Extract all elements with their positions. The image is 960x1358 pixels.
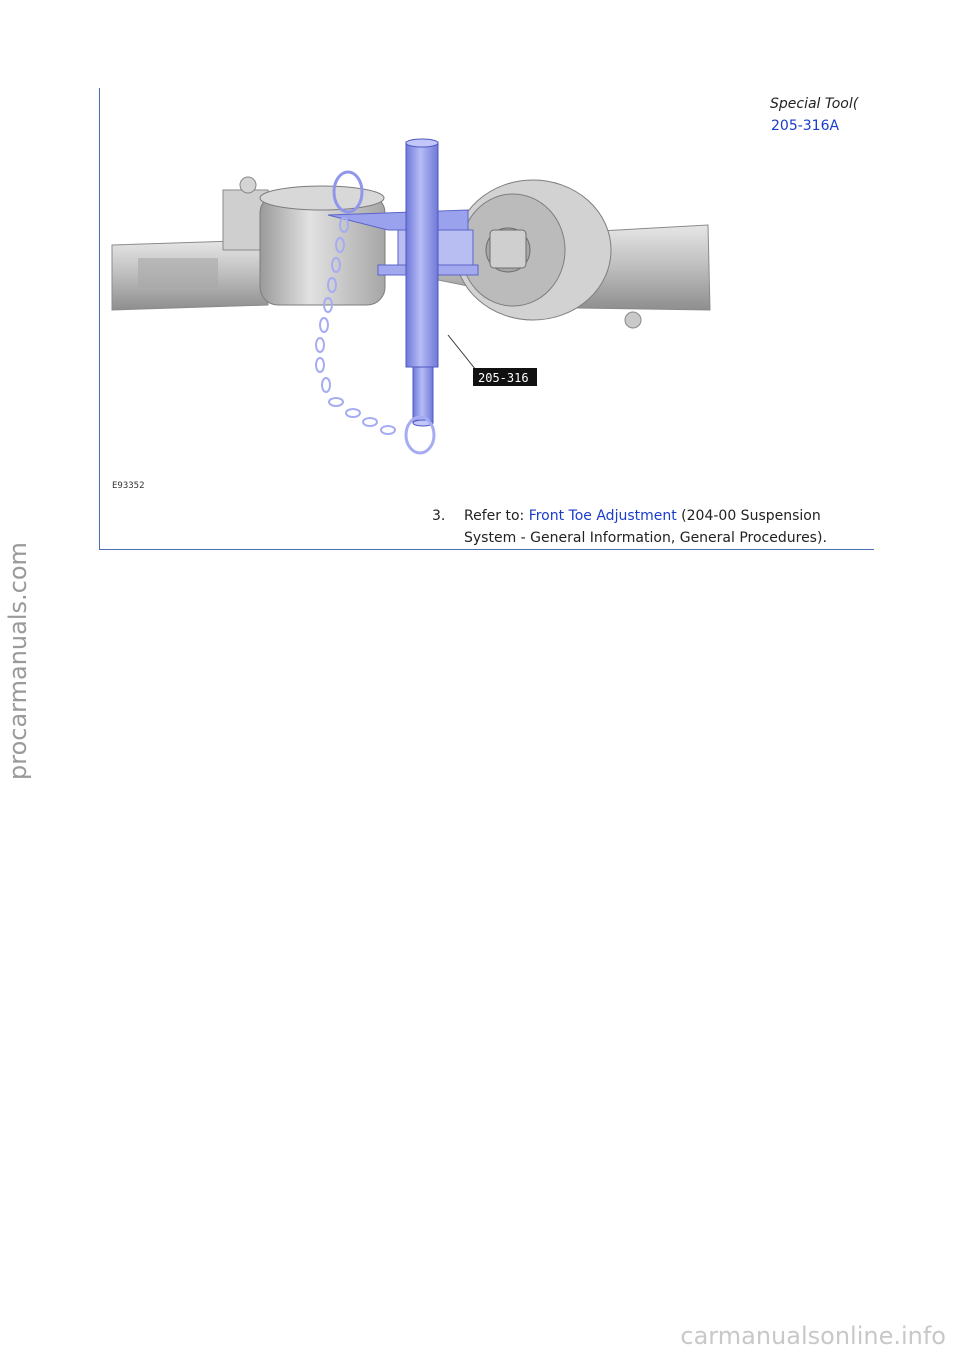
frame-bottom-border xyxy=(99,549,874,550)
bottom-watermark: carmanualsonline.info xyxy=(680,1322,946,1350)
suspension-tool-illustration xyxy=(108,130,718,500)
figure-image-id: E93352 xyxy=(112,481,145,491)
tool-callout-label: 205-316 xyxy=(478,371,529,385)
step-number: 3. xyxy=(432,508,446,524)
step-prefix: Refer to: xyxy=(464,508,529,524)
step-text xyxy=(464,505,874,549)
special-tool-link[interactable]: 205-316A xyxy=(771,118,840,134)
frame-left-border xyxy=(99,88,100,549)
special-tool-label: Special Tool( xyxy=(770,96,859,112)
side-watermark: procarmanuals.com xyxy=(4,542,32,780)
step-suffix: (204-00 Suspension System - General Information, General Procedures). xyxy=(464,508,827,546)
front-toe-adjustment-link[interactable]: Front Toe Adjustment xyxy=(528,508,677,524)
